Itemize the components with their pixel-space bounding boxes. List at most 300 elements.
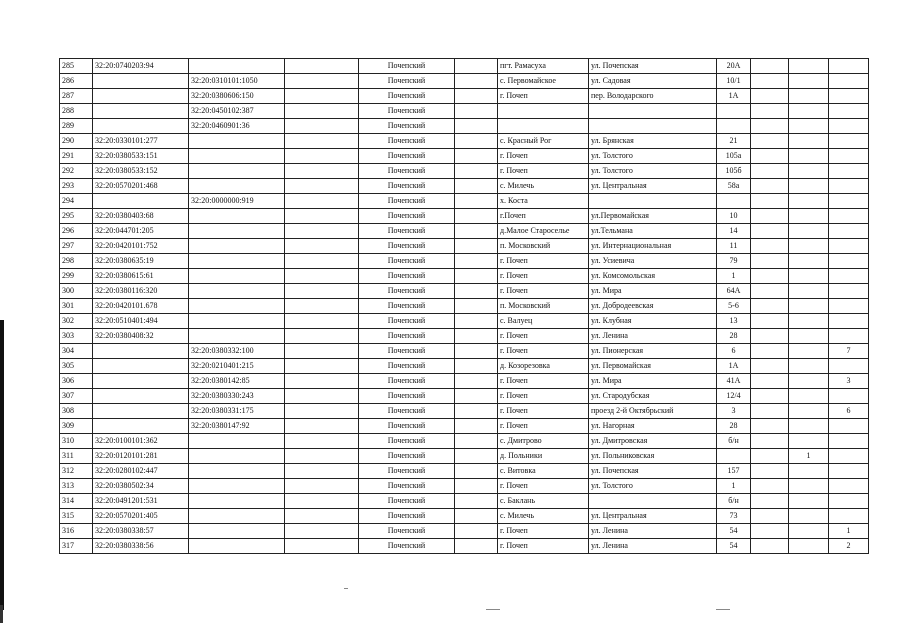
property-table (59, 58, 869, 554)
locality-cell: г. Почеп (498, 389, 589, 404)
blank-cell (455, 269, 498, 284)
row-number: 314 (60, 494, 93, 509)
street-cell: ул. Толстого (589, 164, 717, 179)
street-cell: ул. Ленина (589, 539, 717, 554)
table-row (60, 239, 869, 254)
extra-cell-1 (751, 389, 789, 404)
extra-cell-3 (829, 449, 869, 464)
extra-cell-2 (789, 59, 829, 74)
extra-cell-1 (751, 479, 789, 494)
cadastral-number-b: 32:20:0380147:92 (189, 419, 285, 434)
blank-cell (455, 149, 498, 164)
extra-cell-1 (751, 224, 789, 239)
blank-cell (455, 494, 498, 509)
table-row (60, 374, 869, 389)
blank-cell (455, 74, 498, 89)
extra-cell-3 (829, 284, 869, 299)
cadastral-number-a (93, 344, 189, 359)
table-row (60, 314, 869, 329)
blank-cell (285, 419, 359, 434)
district-cell: Почепский (359, 119, 455, 134)
extra-cell-3 (829, 479, 869, 494)
row-number: 302 (60, 314, 93, 329)
blank-cell (455, 524, 498, 539)
row-number: 294 (60, 194, 93, 209)
row-number: 307 (60, 389, 93, 404)
district-cell: Почепский (359, 524, 455, 539)
extra-cell-2 (789, 74, 829, 89)
extra-cell-1 (751, 254, 789, 269)
blank-cell (285, 269, 359, 284)
house-number-cell: 3 (717, 404, 751, 419)
cadastral-number-b (189, 254, 285, 269)
extra-cell-3: 1 (829, 524, 869, 539)
blank-cell (285, 539, 359, 554)
street-cell: ул. Садовая (589, 74, 717, 89)
district-cell: Почепский (359, 389, 455, 404)
district-cell: Почепский (359, 419, 455, 434)
scan-artifact (716, 609, 730, 610)
extra-cell-2 (789, 254, 829, 269)
cadastral-number-b: 32:20:0380332:100 (189, 344, 285, 359)
street-cell: ул.Тельмана (589, 224, 717, 239)
blank-cell (285, 119, 359, 134)
extra-cell-3 (829, 254, 869, 269)
extra-cell-1 (751, 509, 789, 524)
blank-cell (285, 224, 359, 239)
locality-cell: с. Красный Рог (498, 134, 589, 149)
table-row (60, 539, 869, 554)
extra-cell-3 (829, 239, 869, 254)
table-row (60, 479, 869, 494)
locality-cell: г. Почеп (498, 329, 589, 344)
locality-cell: г. Почеп (498, 479, 589, 494)
house-number-cell: 105б (717, 164, 751, 179)
extra-cell-3 (829, 89, 869, 104)
extra-cell-2 (789, 494, 829, 509)
blank-cell (455, 224, 498, 239)
extra-cell-3 (829, 314, 869, 329)
blank-cell (455, 59, 498, 74)
extra-cell-3 (829, 224, 869, 239)
house-number-cell: 10/1 (717, 74, 751, 89)
row-number: 285 (60, 59, 93, 74)
extra-cell-1 (751, 59, 789, 74)
blank-cell (285, 374, 359, 389)
extra-cell-2 (789, 374, 829, 389)
extra-cell-2 (789, 539, 829, 554)
extra-cell-1 (751, 374, 789, 389)
extra-cell-2 (789, 119, 829, 134)
table-row (60, 344, 869, 359)
street-cell (589, 104, 717, 119)
extra-cell-1 (751, 434, 789, 449)
cadastral-number-a: 32:20:0420101:752 (93, 239, 189, 254)
extra-cell-2 (789, 209, 829, 224)
table-row (60, 404, 869, 419)
scan-artifact (344, 588, 348, 589)
row-number: 286 (60, 74, 93, 89)
scan-artifact (486, 609, 500, 610)
row-number: 306 (60, 374, 93, 389)
street-cell: ул. Дмитровская (589, 434, 717, 449)
row-number: 289 (60, 119, 93, 134)
cadastral-number-b (189, 464, 285, 479)
district-cell: Почепский (359, 254, 455, 269)
extra-cell-2 (789, 269, 829, 284)
blank-cell (285, 524, 359, 539)
extra-cell-2 (789, 434, 829, 449)
extra-cell-1 (751, 359, 789, 374)
scan-edge-mark (0, 605, 3, 623)
cadastral-number-a: 32:20:0380615:61 (93, 269, 189, 284)
extra-cell-2 (789, 89, 829, 104)
extra-cell-3 (829, 359, 869, 374)
cadastral-number-b: 32:20:0380606:150 (189, 89, 285, 104)
blank-cell (285, 74, 359, 89)
cadastral-number-b (189, 329, 285, 344)
blank-cell (285, 104, 359, 119)
district-cell: Почепский (359, 464, 455, 479)
table-row (60, 449, 869, 464)
extra-cell-3 (829, 494, 869, 509)
blank-cell (455, 359, 498, 374)
table-row (60, 59, 869, 74)
extra-cell-1 (751, 464, 789, 479)
extra-cell-2 (789, 419, 829, 434)
cadastral-number-b (189, 134, 285, 149)
district-cell: Почепский (359, 239, 455, 254)
row-number: 299 (60, 269, 93, 284)
row-number: 297 (60, 239, 93, 254)
cadastral-number-b: 32:20:0000000:919 (189, 194, 285, 209)
locality-cell: с. Дмитрово (498, 434, 589, 449)
locality-cell: г. Почеп (498, 164, 589, 179)
house-number-cell: 13 (717, 314, 751, 329)
extra-cell-1 (751, 194, 789, 209)
extra-cell-1 (751, 149, 789, 164)
extra-cell-3 (829, 269, 869, 284)
street-cell: пер. Володарского (589, 89, 717, 104)
table-row (60, 254, 869, 269)
extra-cell-2 (789, 284, 829, 299)
blank-cell (455, 89, 498, 104)
blank-cell (455, 179, 498, 194)
cadastral-number-b (189, 299, 285, 314)
extra-cell-1 (751, 449, 789, 464)
district-cell: Почепский (359, 314, 455, 329)
district-cell: Почепский (359, 284, 455, 299)
extra-cell-2 (789, 149, 829, 164)
blank-cell (285, 314, 359, 329)
house-number-cell: 105а (717, 149, 751, 164)
blank-cell (455, 239, 498, 254)
cadastral-number-b (189, 149, 285, 164)
blank-cell (455, 119, 498, 134)
cadastral-number-a: 32:20:0120101:281 (93, 449, 189, 464)
extra-cell-3 (829, 209, 869, 224)
row-number: 301 (60, 299, 93, 314)
district-cell: Почепский (359, 479, 455, 494)
street-cell: ул. Толстого (589, 479, 717, 494)
extra-cell-3 (829, 134, 869, 149)
cadastral-number-b: 32:20:0310101:1050 (189, 74, 285, 89)
cadastral-number-b: 32:20:0380331:175 (189, 404, 285, 419)
blank-cell (455, 434, 498, 449)
blank-cell (455, 254, 498, 269)
table-row (60, 419, 869, 434)
blank-cell (285, 194, 359, 209)
row-number: 291 (60, 149, 93, 164)
blank-cell (455, 104, 498, 119)
extra-cell-1 (751, 404, 789, 419)
district-cell: Почепский (359, 74, 455, 89)
blank-cell (455, 194, 498, 209)
district-cell: Почепский (359, 509, 455, 524)
house-number-cell: 12/4 (717, 389, 751, 404)
cadastral-number-b (189, 59, 285, 74)
district-cell: Почепский (359, 344, 455, 359)
house-number-cell: 58а (717, 179, 751, 194)
cadastral-number-b: 32:20:0380142:85 (189, 374, 285, 389)
table-row (60, 179, 869, 194)
blank-cell (455, 374, 498, 389)
table-row (60, 434, 869, 449)
extra-cell-1 (751, 164, 789, 179)
cadastral-number-a: 32:20:0740203:94 (93, 59, 189, 74)
blank-cell (285, 149, 359, 164)
extra-cell-1 (751, 344, 789, 359)
extra-cell-2 (789, 134, 829, 149)
extra-cell-1 (751, 209, 789, 224)
extra-cell-1 (751, 104, 789, 119)
cadastral-number-b (189, 224, 285, 239)
extra-cell-1 (751, 284, 789, 299)
cadastral-number-b (189, 239, 285, 254)
extra-cell-1 (751, 524, 789, 539)
blank-cell (455, 509, 498, 524)
house-number-cell: 28 (717, 329, 751, 344)
cadastral-number-b (189, 314, 285, 329)
house-number-cell (717, 119, 751, 134)
cadastral-number-a: 32:20:0380116:320 (93, 284, 189, 299)
house-number-cell (717, 194, 751, 209)
cadastral-number-b: 32:20:0450102:387 (189, 104, 285, 119)
extra-cell-3 (829, 194, 869, 209)
locality-cell: г. Почеп (498, 344, 589, 359)
blank-cell (285, 464, 359, 479)
cadastral-number-b (189, 269, 285, 284)
cadastral-number-b (189, 539, 285, 554)
house-number-cell: 10 (717, 209, 751, 224)
locality-cell (498, 119, 589, 134)
blank-cell (285, 179, 359, 194)
blank-cell (455, 299, 498, 314)
street-cell (589, 494, 717, 509)
locality-cell (498, 104, 589, 119)
row-number: 295 (60, 209, 93, 224)
house-number-cell: 79 (717, 254, 751, 269)
cadastral-number-a: 32:20:0491201:531 (93, 494, 189, 509)
extra-cell-3: 7 (829, 344, 869, 359)
row-number: 311 (60, 449, 93, 464)
district-cell: Почепский (359, 539, 455, 554)
cadastral-number-b (189, 479, 285, 494)
street-cell: ул.Первомайская (589, 209, 717, 224)
row-number: 313 (60, 479, 93, 494)
cadastral-number-a: 32:20:0420101.678 (93, 299, 189, 314)
table-row (60, 509, 869, 524)
extra-cell-3 (829, 74, 869, 89)
cadastral-number-b (189, 179, 285, 194)
cadastral-number-a: 32:20:0100101:362 (93, 434, 189, 449)
cadastral-number-a: 32:20:0510401:494 (93, 314, 189, 329)
house-number-cell: 11 (717, 239, 751, 254)
extra-cell-3 (829, 299, 869, 314)
cadastral-number-a (93, 104, 189, 119)
blank-cell (455, 164, 498, 179)
locality-cell: г. Почеп (498, 254, 589, 269)
table-row (60, 329, 869, 344)
extra-cell-2: 1 (789, 449, 829, 464)
table-row (60, 299, 869, 314)
extra-cell-3: 3 (829, 374, 869, 389)
blank-cell (285, 329, 359, 344)
extra-cell-1 (751, 314, 789, 329)
extra-cell-2 (789, 479, 829, 494)
table-row (60, 209, 869, 224)
cadastral-number-b (189, 449, 285, 464)
extra-cell-2 (789, 314, 829, 329)
extra-cell-1 (751, 89, 789, 104)
district-cell: Почепский (359, 434, 455, 449)
district-cell: Почепский (359, 299, 455, 314)
blank-cell (455, 344, 498, 359)
street-cell: ул. Толстого (589, 149, 717, 164)
extra-cell-2 (789, 239, 829, 254)
locality-cell: с. Милечь (498, 179, 589, 194)
street-cell: ул. Мира (589, 284, 717, 299)
extra-cell-3: 2 (829, 539, 869, 554)
street-cell: проезд 2-й Октябрьский (589, 404, 717, 419)
extra-cell-2 (789, 359, 829, 374)
extra-cell-2 (789, 179, 829, 194)
extra-cell-3 (829, 59, 869, 74)
house-number-cell: 21 (717, 134, 751, 149)
extra-cell-2 (789, 389, 829, 404)
row-number: 303 (60, 329, 93, 344)
blank-cell (455, 329, 498, 344)
street-cell: ул. Стародубская (589, 389, 717, 404)
street-cell: ул. Центральная (589, 179, 717, 194)
locality-cell: с. Милечь (498, 509, 589, 524)
extra-cell-2 (789, 104, 829, 119)
blank-cell (285, 344, 359, 359)
blank-cell (285, 209, 359, 224)
locality-cell: г. Почеп (498, 404, 589, 419)
table-row (60, 164, 869, 179)
locality-cell: д.Малое Староселье (498, 224, 589, 239)
extra-cell-2 (789, 164, 829, 179)
blank-cell (285, 59, 359, 74)
street-cell: ул. Почепская (589, 464, 717, 479)
locality-cell: д. Польники (498, 449, 589, 464)
blank-cell (285, 254, 359, 269)
row-number: 288 (60, 104, 93, 119)
extra-cell-1 (751, 539, 789, 554)
district-cell: Почепский (359, 59, 455, 74)
row-number: 304 (60, 344, 93, 359)
locality-cell: с. Валуец (498, 314, 589, 329)
extra-cell-3: 6 (829, 404, 869, 419)
extra-cell-1 (751, 329, 789, 344)
street-cell (589, 119, 717, 134)
locality-cell: г. Почеп (498, 269, 589, 284)
row-number: 305 (60, 359, 93, 374)
extra-cell-2 (789, 194, 829, 209)
blank-cell (285, 134, 359, 149)
blank-cell (285, 89, 359, 104)
house-number-cell: 1 (717, 269, 751, 284)
locality-cell: с. Витовка (498, 464, 589, 479)
blank-cell (285, 164, 359, 179)
table-row (60, 494, 869, 509)
cadastral-number-a: 32:20:0380338:56 (93, 539, 189, 554)
cadastral-number-b (189, 284, 285, 299)
row-number: 316 (60, 524, 93, 539)
house-number-cell (717, 449, 751, 464)
table-body (60, 59, 869, 554)
house-number-cell: 14 (717, 224, 751, 239)
street-cell: ул. Добродеевская (589, 299, 717, 314)
locality-cell: х. Коста (498, 194, 589, 209)
extra-cell-3 (829, 119, 869, 134)
row-number: 317 (60, 539, 93, 554)
table-row (60, 284, 869, 299)
cadastral-number-a: 32:20:0380338:57 (93, 524, 189, 539)
cadastral-number-a (93, 374, 189, 389)
street-cell: ул. Польниковская (589, 449, 717, 464)
row-number: 296 (60, 224, 93, 239)
cadastral-number-b (189, 494, 285, 509)
district-cell: Почепский (359, 89, 455, 104)
cadastral-number-a (93, 359, 189, 374)
house-number-cell: 5-6 (717, 299, 751, 314)
locality-cell: с. Баклань (498, 494, 589, 509)
extra-cell-3 (829, 104, 869, 119)
row-number: 293 (60, 179, 93, 194)
cadastral-number-a: 32:20:0380403:68 (93, 209, 189, 224)
extra-cell-3 (829, 419, 869, 434)
house-number-cell: 20А (717, 59, 751, 74)
row-number: 287 (60, 89, 93, 104)
house-number-cell (717, 104, 751, 119)
table-row (60, 104, 869, 119)
cadastral-number-a: 32:20:0330101:277 (93, 134, 189, 149)
street-cell: ул. Клубная (589, 314, 717, 329)
row-number: 309 (60, 419, 93, 434)
house-number-cell: 1А (717, 359, 751, 374)
locality-cell: пгт. Рамасуха (498, 59, 589, 74)
house-number-cell: 1А (717, 89, 751, 104)
extra-cell-1 (751, 179, 789, 194)
row-number: 298 (60, 254, 93, 269)
locality-cell: с. Первомайское (498, 74, 589, 89)
cadastral-number-a: 32:20:0380533:152 (93, 164, 189, 179)
locality-cell: г. Почеп (498, 419, 589, 434)
blank-cell (285, 404, 359, 419)
extra-cell-3 (829, 149, 869, 164)
